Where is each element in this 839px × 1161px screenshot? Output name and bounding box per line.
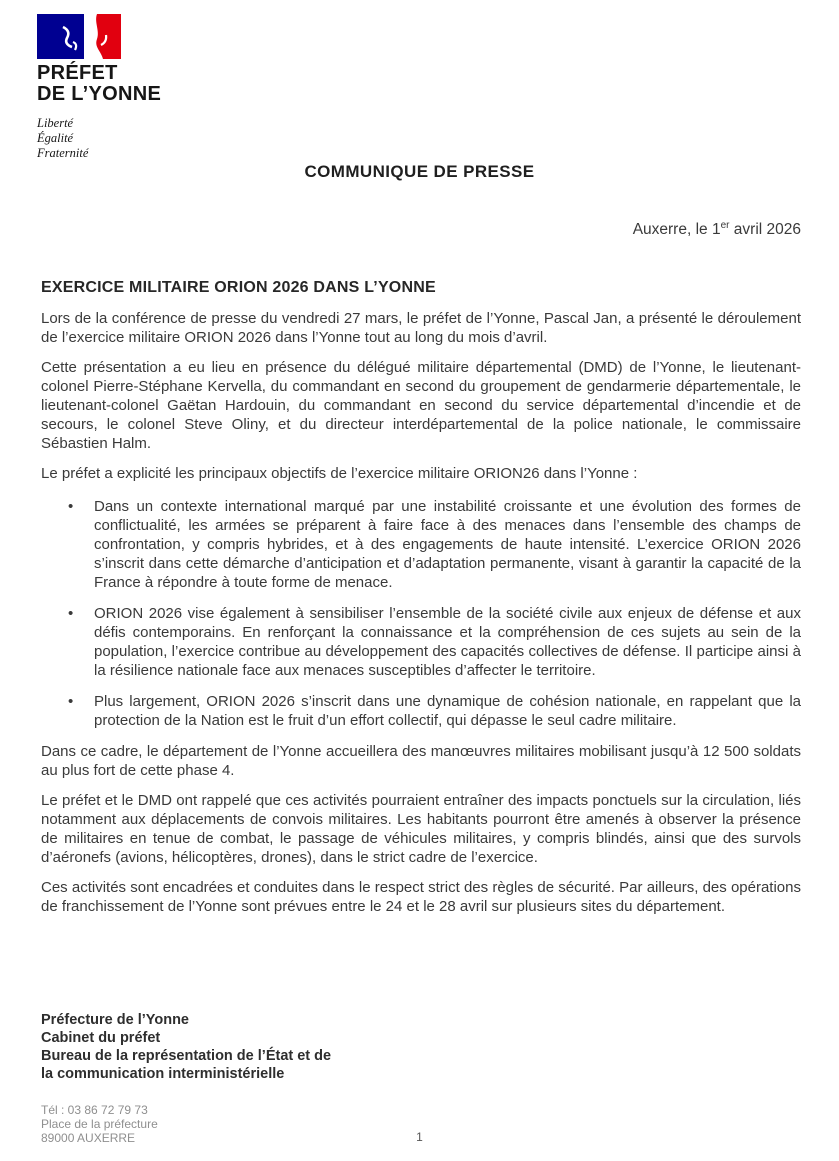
signature-line-1: Préfecture de l’Yonne: [41, 1012, 189, 1028]
document-title: COMMUNIQUE DE PRESSE: [304, 162, 535, 181]
signature-line-3: Bureau de la représentation de l’État et de: [41, 1048, 332, 1064]
motto-liberte: Liberté: [37, 116, 74, 130]
objectives-list: [41, 497, 801, 730]
list-item-text: Plus largement, ORION 2026 s’inscrit dans une dynamique de cohésion nationale, en rappelant que la protection de la Nation est le fruit d’un effort collectif, qui dépasse le seul cadre militaire.: [94, 693, 801, 729]
paragraph-impacts: Le préfet et le DMD ont rappelé que ces activités pourraient entraîner des impacts ponctuels sur la circulation, liés notamment aux déplacements de convois militaires. Les habitants pourront être amenés à observer la présence de militaires en tenue de combat, le passage de véhicules militaires, y compris blindés, ainsi que des survols d’aéronefs (avions, hélicoptères, drones), dans le strict cadre de l’exercice.: [41, 792, 801, 866]
paragraph-objectives-intro: Le préfet a explicité les principaux objectifs de l’exercice militaire ORION26 dans l’Yonne :: [41, 465, 638, 482]
motto-fraternite: Fraternité: [37, 146, 89, 160]
contact-address-line-1: Place de la préfecture: [41, 1117, 158, 1131]
dateline-ordinal: er: [720, 219, 730, 231]
paragraph-securite: Ces activités sont encadrées et conduites dans le respect strict des règles de sécurité. Par ailleurs, des opérations de franchissement de l’Yonne sont prévues entre le 24 et le 28 avril sur plusieurs sites du département.: [41, 879, 801, 915]
signature-block: [41, 1011, 331, 1083]
dateline: [633, 221, 801, 239]
paragraph-attendees: Cette présentation a eu lieu en présence du délégué militaire départemental (DMD) de l’Yonne, le lieutenant-colonel Pierre-Stéphane Kervella, du commandant en second du groupement de gendarmerie départementale, le lieutenant-colonel Gaëtan Hardouin, du commandant en second du service départemental d’incendie et de secours, le colonel Steve Oliny, et du directeur interdépartemental de la police nationale, le commissaire Sébastien Halm.: [41, 359, 801, 452]
list-item: [41, 497, 801, 592]
article-body: [41, 279, 801, 927]
french-flag-marianne-icon: [37, 14, 121, 59]
institution-line-1: PRÉFET: [37, 62, 118, 84]
article-heading: EXERCICE MILITAIRE ORION 2026 DANS L’YONNE: [41, 279, 436, 296]
list-item: [41, 692, 801, 730]
list-item: [41, 604, 801, 680]
signature-line-2: Cabinet du préfet: [41, 1030, 161, 1046]
institution-line-2: DE L’YONNE: [37, 83, 162, 105]
bullet-icon: •: [68, 693, 74, 710]
contact-address-line-2: 89000 AUXERRE: [41, 1131, 136, 1145]
list-item-text: ORION 2026 vise également à sensibiliser l’ensemble de la société civile aux enjeux de défense et aux défis contemporains. En renforçant la connaissance et la compréhension de ces sujets au sein de la population, l’exercice contribue au développement des capacités collectives de défense. Il participe ainsi à la résilience nationale face aux menaces susceptibles d’affecter le territoire.: [94, 605, 801, 679]
prefecture-logo: [37, 14, 161, 161]
bullet-icon: •: [68, 498, 74, 515]
paragraph-manoeuvres: Dans ce cadre, le département de l’Yonne accueillera des manœuvres militaires mobilisant jusqu’à 12 500 soldats au plus fort de cette phase 4.: [41, 743, 801, 779]
paragraph-intro: Lors de la conférence de presse du vendredi 27 mars, le préfet de l’Yonne, Pascal Jan, a présenté le déroulement de l’exercice militaire ORION 2026 dans l’Yonne tout au long du mois d’avril.: [41, 310, 801, 346]
bullet-icon: •: [68, 605, 74, 622]
dateline-suffix: avril 2026: [729, 221, 801, 238]
page-number: 1: [416, 1130, 423, 1144]
dateline-prefix: Auxerre, le 1: [632, 221, 721, 238]
contact-phone: Tél : 03 86 72 79 73: [41, 1103, 148, 1117]
list-item-text: Dans un contexte international marqué par une instabilité croissante et une évolution des formes de conflictualité, les armées se préparent à faire face à des menaces dans l’ensemble des champs de confrontation, y compris hybrides, et à des engagements de haute intensité. L’exercice ORION 2026 s’inscrit dans cette démarche d’anticipation et d’adaptation permanente, visant à garantir la capacité de la France à répondre à toute forme de menace.: [94, 498, 801, 591]
signature-line-4: la communication interministérielle: [41, 1066, 285, 1082]
motto-egalite: Égalité: [37, 131, 74, 145]
